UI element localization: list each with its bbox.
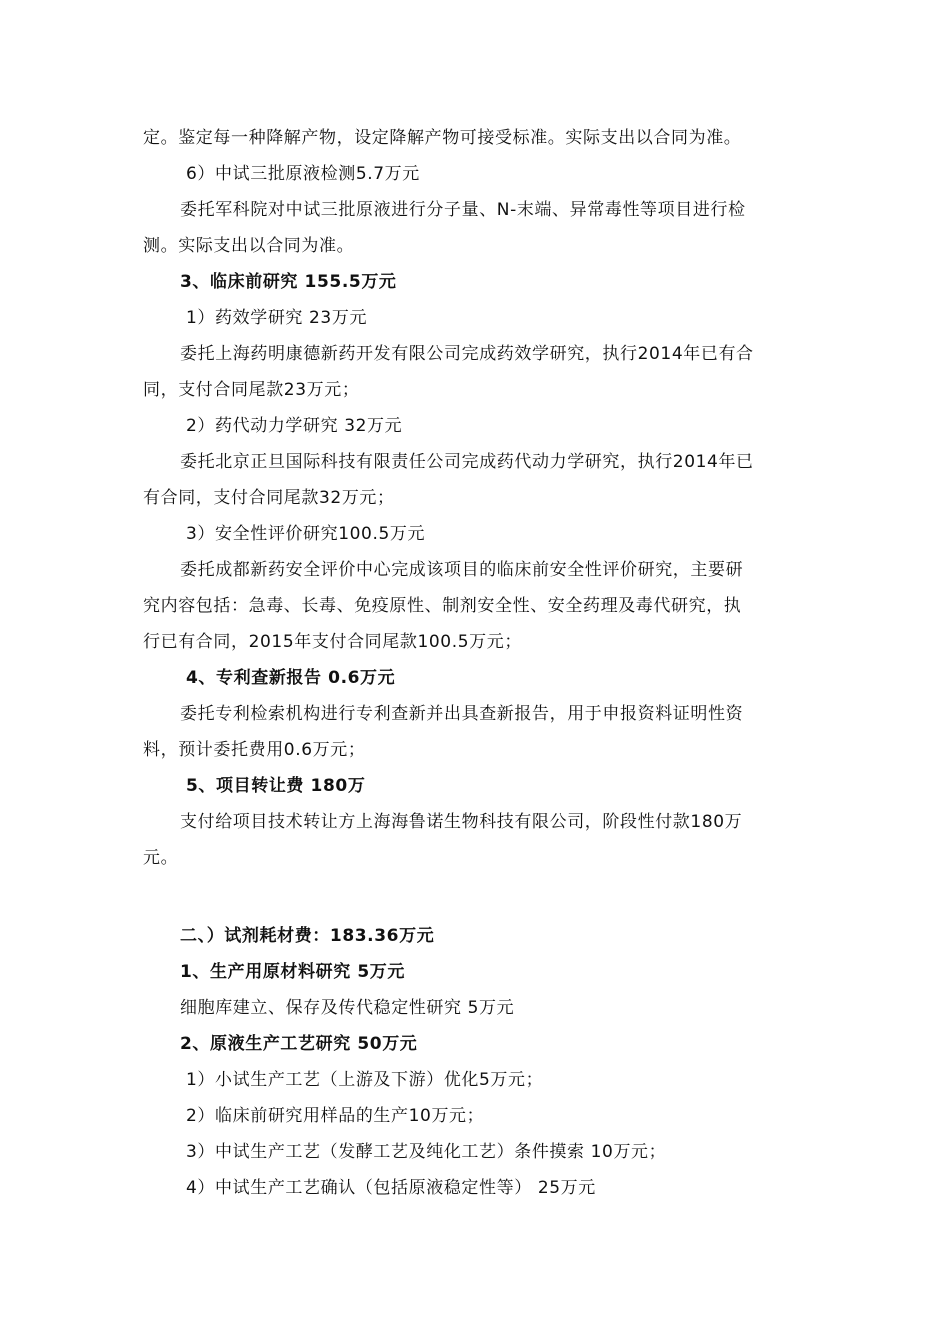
paragraph-line: 委托上海药明康德新药开发有限公司完成药效学研究，执行2014年已有合 <box>180 344 754 364</box>
subheading-line: 3）安全性评价研究100.5万元 <box>186 524 426 544</box>
paragraph-line: 行已有合同，2015年支付合同尾款100.5万元； <box>143 632 522 652</box>
list-item: 2）临床前研究用样品的生产10万元； <box>186 1106 485 1126</box>
paragraph-line: 细胞库建立、保存及传代稳定性研究 5万元 <box>180 998 515 1018</box>
paragraph-line: 有合同，支付合同尾款32万元； <box>143 488 395 508</box>
paragraph-line: 委托成都新药安全评价中心完成该项目的临床前安全性评价研究，主要研 <box>180 560 744 580</box>
list-item: 1）小试生产工艺（上游及下游）优化5万元； <box>186 1070 544 1090</box>
section-heading: 5、项目转让费 180万 <box>186 776 366 796</box>
paragraph-line: 委托军科院对中试三批原液进行分子量、N-末端、异常毒性等项目进行检 <box>180 200 746 220</box>
section-heading: 4、专利查新报告 0.6万元 <box>186 668 396 688</box>
subheading-line: 6）中试三批原液检测5.7万元 <box>186 164 420 184</box>
paragraph-line: 元。 <box>143 848 179 868</box>
subheading-line: 1）药效学研究 23万元 <box>186 308 368 328</box>
section-heading: 3、临床前研究 155.5万元 <box>180 272 397 292</box>
paragraph-line: 委托北京正旦国际科技有限责任公司完成药代动力学研究，执行2014年已 <box>180 452 754 472</box>
paragraph-line: 同，支付合同尾款23万元； <box>143 380 360 400</box>
paragraph-line: 委托专利检索机构进行专利查新并出具查新报告，用于申报资料证明性资 <box>180 704 744 724</box>
paragraph-line: 料，预计委托费用0.6万元； <box>143 740 366 760</box>
paragraph-line: 支付给项目技术转让方上海海鲁诺生物科技有限公司，阶段性付款180万 <box>180 812 743 832</box>
paragraph-line: 定。鉴定每一种降解产物，设定降解产物可接受标准。实际支出以合同为准。 <box>143 128 742 148</box>
paragraph-line: 测。实际支出以合同为准。 <box>143 236 355 256</box>
section-heading: 1、生产用原材料研究 5万元 <box>180 962 405 982</box>
chapter-heading: 二、）试剂耗材费：183.36万元 <box>180 926 435 946</box>
subheading-line: 2）药代动力学研究 32万元 <box>186 416 403 436</box>
paragraph-line: 究内容包括：急毒、长毒、免疫原性、制剂安全性、安全药理及毒代研究，执 <box>143 596 742 616</box>
section-heading: 2、原液生产工艺研究 50万元 <box>180 1034 418 1054</box>
list-item: 3）中试生产工艺（发酵工艺及纯化工艺）条件摸索 10万元； <box>186 1142 667 1162</box>
list-item: 4）中试生产工艺确认（包括原液稳定性等） 25万元 <box>186 1178 596 1198</box>
